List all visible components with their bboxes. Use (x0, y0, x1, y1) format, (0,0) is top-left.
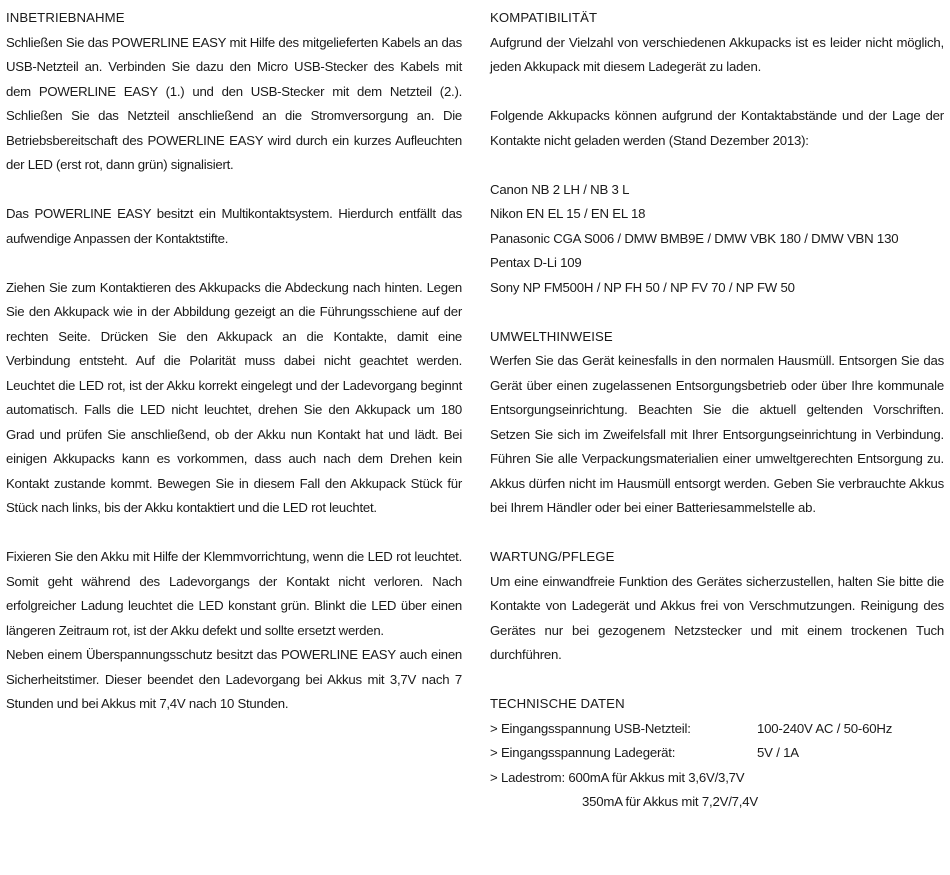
environment-text: Werfen Sie das Gerät keinesfalls in den normalen Hausmüll. Entsorgen Sie das Gerät über einen zugelassenen Entsorgungsbetrieb oder über Ihre kommunale Entsorgungseinrichtung. Beachten Sie die aktuell geltenden Vorschriften. Setzen Sie sich im Zweifelsfall mit Ihrer Entsorgungseinrichtung in Verbindung. Führen Sie alle Verpackungsmaterialien einer umweltgerechten Entsorgung zu. Akkus dürfen nicht im Hausmüll entsorgt werden. Geben Sie verbrauchte Akkus bei Ihrem Händler oder bei einer Batteriesammelstelle ab. (490, 353, 944, 515)
list-item: Pentax D-Li 109 (490, 255, 582, 270)
compatibility-heading: KOMPATIBILITÄT (490, 10, 598, 25)
list-item: Canon NB 2 LH / NB 3 L (490, 181, 630, 197)
protection-text: Neben einem Überspannungsschutz besitzt das POWERLINE EASY auch einen Sicherheitstimer. Dieser beendet den Ladevorgang bei Akkus mit 3,7V nach 7 Stunden und bei Akkus mit 7,4V nach 10 Stunden. (6, 647, 462, 711)
spec-row-charger-input (490, 741, 944, 766)
spec-value: 5V / 1A (757, 745, 799, 760)
battery-list (490, 178, 944, 301)
spec-text: > Ladestrom: 600mA für Akkus mit 3,6V/3,7V (490, 769, 745, 785)
compatibility-text: Aufgrund der Vielzahl von verschiedenen Akkupacks ist es leider nicht möglich, jeden Akkupack mit diesem Ladegerät zu laden. (490, 34, 944, 74)
maintenance-heading: WARTUNG/PFLEGE (490, 549, 615, 564)
spec-value: 100-240V AC / 50-60Hz (757, 720, 893, 736)
list-item: Nikon EN EL 15 / EN EL 18 (490, 206, 646, 221)
environment-heading: UMWELTHINWEISE (490, 328, 613, 344)
spec-label: > Eingangsspannung Ladegerät: (490, 745, 676, 760)
list-item: Sony NP FM500H / NP FH 50 / NP FV 70 / NP FW 50 (490, 279, 795, 295)
tech-heading: TECHNISCHE DATEN (490, 696, 625, 711)
maintenance-text: Um eine einwandfreie Funktion des Gerätes sicherzustellen, halten Sie bitte die Kontakte von Ladegerät und Akkus frei von Verschmutzungen. Reinigung des Gerätes nur bei gezogenem Netzstecker und mit einem trockenen Tuch durchführen. (490, 573, 944, 662)
right-column (490, 6, 944, 815)
commissioning-heading: INBETRIEBNAHME (6, 10, 125, 25)
list-item: Panasonic CGA S006 / DMW BMB9E / DMW VBK 180 / DMW VBN 130 (490, 230, 899, 246)
spec-label: > Eingangsspannung USB-Netzteil: (490, 720, 691, 736)
left-column (6, 6, 462, 717)
spec-row-usb-input (490, 717, 944, 742)
spec-row-charge-current-2 (490, 790, 944, 815)
contacting-text: Ziehen Sie zum Kontaktieren des Akkupacks die Abdeckung nach hinten. Legen Sie den Akkupack wie in der Abbildung gezeigt an die Führungsschiene auf der rechten Seite. Drücken Sie den Akkupack an die Kontakte, damit eine Verbindung entsteht. Auf die Polarität muss dabei nicht geachtet werden. Leuchtet die LED rot, ist der Akku korrekt eingelegt und der Ladevorgang beginnt automatisch. Falls die LED nicht leuchtet, drehen Sie den Akkupack um 180 Grad und prüfen Sie anschließend, ob der Akku nun Kontakt hat und lädt. Bei einigen Akkupacks kann es vorkommen, dass auch nach dem Drehen kein Kontakt zustande kommt. Bewegen Sie in diesem Fall den Akkupack Stück für Stück nach links, bis der Akku kontaktiert und die LED rot leuchtet. (6, 279, 462, 515)
commissioning-text: Schließen Sie das POWERLINE EASY mit Hilfe des mitgelieferten Kabels an das USB-Netzteil an. Verbinden Sie dazu den Micro USB-Stecker des Kabels mit dem POWERLINE EASY (1.) und den USB-Stecker mit dem Netzteil (2.). Schließen Sie das Netzteil anschließend an die Stromversorgung an. Die Betriebsbereitschaft des POWERLINE EASY wird durch ein kurzes Aufleuchten der LED (erst rot, dann grün) signalisiert. (6, 34, 462, 172)
fixing-text: Fixieren Sie den Akku mit Hilfe der Klemmvorrichtung, wenn die LED rot leuchtet. Somit geht während des Ladevorgangs der Kontakt nicht verloren. Nach erfolgreicher Ladung leuchtet die LED konstant grün. Blinkt die LED über einen längeren Zeitraum rot, ist der Akku defekt und sollte ersetzt werden. (6, 549, 462, 638)
spec-row-charge-current (490, 766, 944, 791)
multicontact-text: Das POWERLINE EASY besitzt ein Multikontaktsystem. Hierdurch entfällt das aufwendige Anpassen der Kontaktstifte. (6, 206, 462, 246)
spec-text: 350mA für Akkus mit 7,2V/7,4V (582, 794, 758, 809)
compatibility-text-2: Folgende Akkupacks können aufgrund der Kontaktabstände und der Lage der Kontakte nicht geladen werden (Stand Dezember 2013): (490, 108, 944, 148)
